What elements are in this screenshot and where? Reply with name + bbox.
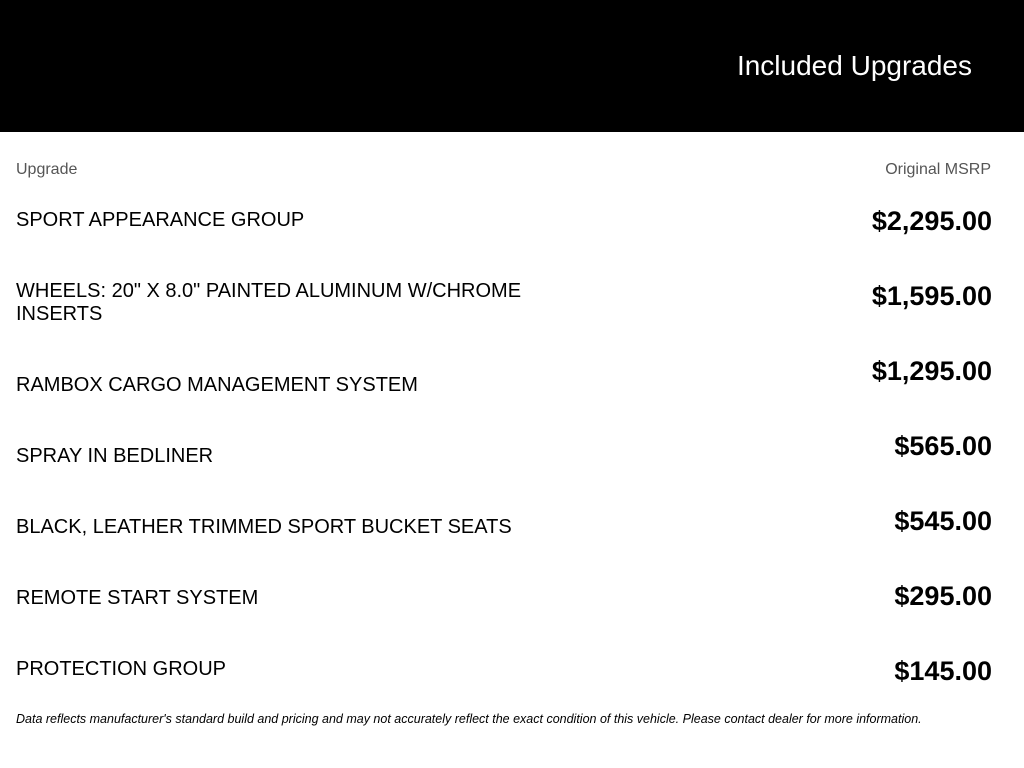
list-item [0,495,1024,570]
upgrade-column-header: Upgrade [16,161,78,178]
upgrades-list [0,195,1024,720]
upgrade-price: $565.00 [894,431,992,461]
list-item [0,645,1024,720]
upgrade-name: SPORT APPEARANCE GROUP [16,209,305,231]
upgrade-name: SPRAY IN BEDLINER [16,445,214,467]
header-banner [0,0,1024,132]
list-item [0,570,1024,645]
list-item [0,345,1024,420]
upgrade-name: PROTECTION GROUP [16,658,227,680]
disclaimer-text: Data reflects manufacturer's standard build and pricing and may not accurately reflect the exact condition of this vehicle. Please contact dealer for more information. [16,712,922,726]
list-item [0,270,1024,345]
list-item [0,420,1024,495]
list-item [0,195,1024,270]
upgrade-name: REMOTE START SYSTEM [16,587,259,609]
upgrade-price: $145.00 [894,656,992,686]
page-title: Included Upgrades [736,50,972,81]
upgrade-price: $1,295.00 [871,356,992,386]
upgrade-price: $295.00 [894,581,992,611]
msrp-column-header: Original MSRP [885,161,991,178]
upgrade-name: BLACK, LEATHER TRIMMED SPORT BUCKET SEATS [16,516,512,538]
upgrade-price: $545.00 [894,506,992,536]
upgrade-name: RAMBOX CARGO MANAGEMENT SYSTEM [16,374,418,396]
upgrade-price: $1,595.00 [871,281,992,311]
upgrade-price: $2,295.00 [871,206,992,236]
upgrade-name: WHEELS: 20" X 8.0" PAINTED ALUMINUM W/CHROME INSERTS [16,280,522,325]
